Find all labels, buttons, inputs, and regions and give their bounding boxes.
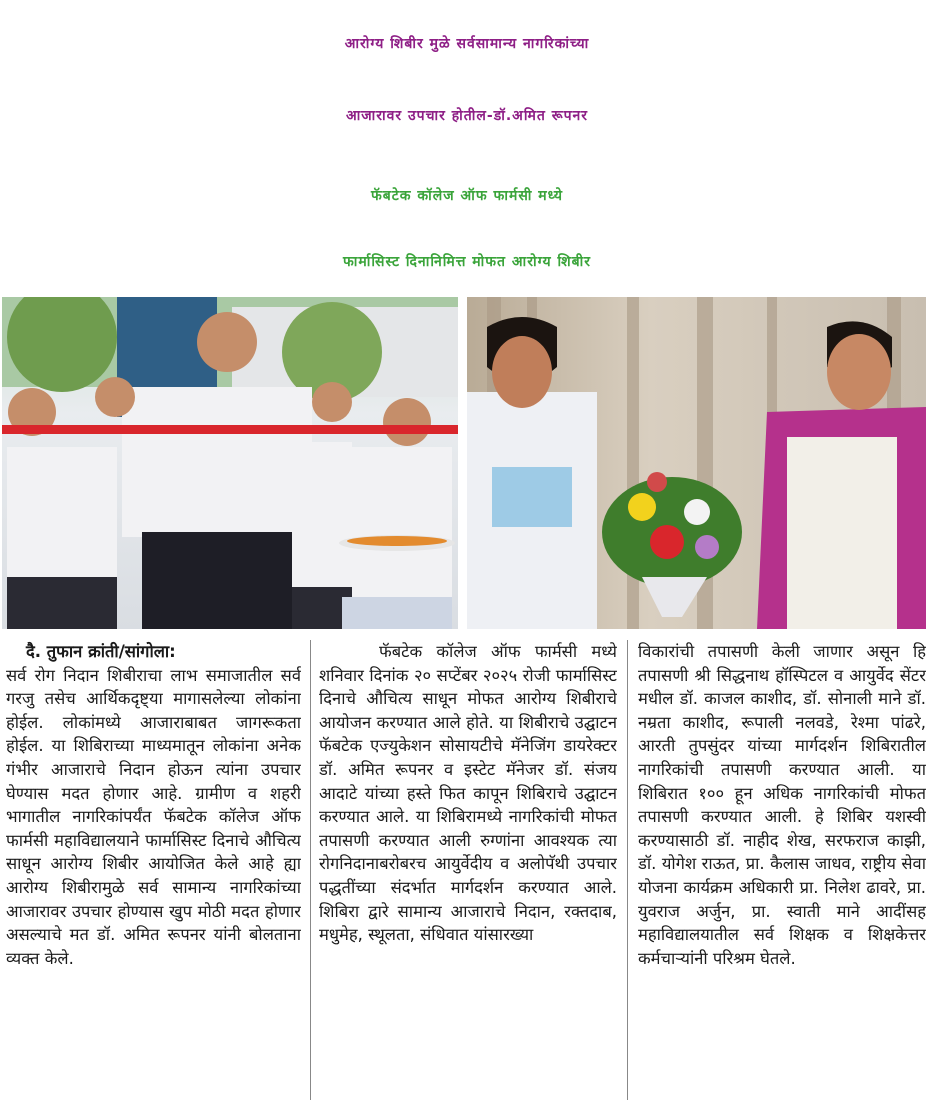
bouquet-presentation-illustration [467,297,926,629]
byline: दै. तुफान क्रांती/सांगोला: [26,642,176,661]
article-text-col2: फॅबटेक कॉलेज ऑफ फार्मसी मध्ये शनिवार दिनांक २० सप्टेंबर २०२५ रोजी फार्मासिस्ट दिनाचे औचित्य साधून मोफत आरोग्य शिबीराचे आयोजन करण्यात आले होते. या शिबीराचे उद्घाटन फॅबटेक एज्युकेशन सोसायटीचे मॅनेजिंग डायरेक्टर डॉ. अमित रूपनर व इस्टेट मॅनेजर डॉ. संजय आदाटे यांच्या हस्ते फित कापून शिबिराचे उद्घाटन करण्यात आले. या शिबिरामध्ये नागरिकांची मोफत तपासणी करण्यात आली रुग्णांना आवश्यक त्या रोगनिदानाबरोबरच आयुर्वेदीय व अलोपॅथी उपचार पद्धतींच्या संदर्भात मार्गदर्शन करण्यात आले. शिबिरा द्वारे सामान्य आजाराचे निदान, रक्तदाब, मधुमेह, स्थूलता, संधिवात यांसारख्या [319,642,617,945]
article-column-1 [6,640,301,1100]
ribbon-cutting-photo [2,297,458,629]
article-column-3 [638,640,926,1100]
subheadline-line-1: फॅबटेक कॉलेज ऑफ फार्मसी मध्ये [370,188,564,204]
article-column-2 [319,640,617,1100]
column-divider [627,640,628,1100]
headline-line-2: आजारावर उपचार होतील-डॉ.अमित रूपनर [345,108,589,124]
bouquet-presentation-photo [467,297,926,629]
subheadline-line-2: फार्मासिस्ट दिनानिमित्त मोफत आरोग्य शिबीर [342,254,591,270]
ribbon-cutting-illustration [2,297,458,629]
headline-line-1: आरोग्य शिबीर मुळे सर्वसामान्य नागरिकांच्या [344,36,590,52]
article-text-col3: विकारांची तपासणी केली जाणार असून हि तपासणी श्री सिद्धनाथ हॉस्पिटल व आयुर्वेद सेंटर मधील डॉ. काजल काशीद, डॉ. सोनाली माने डॉ. नम्रता काशीद, रूपाली नलवडे, रेश्मा पांढरे, आरती तुपसुंदर यांच्या मार्गदर्शन शिबिरातील नागरिकांची तपासणी करण्यात आली. या शिबिरात १०० हून अधिक नागरिकांची मोफत तपासणी करण्यात आली. हे शिबिर यशस्वी करण्यासाठी डॉ. नाहीद शेख, सरफराज काझी, डॉ. योगेश राऊत, प्रा. कैलास जाधव, राष्ट्रीय सेवा योजना कार्यक्रम अधिकारी प्रा. निलेश ढावरे, प्रा. युवराज अर्जुन, प्रा. स्वाती माने आदींसह महाविद्यालयातील सर्व शिक्षक व शिक्षकेत्तर कर्मचाऱ्यांनी परिश्रम घेतले. [638,642,926,968]
column-divider [310,640,311,1100]
article-text-col1: सर्व रोग निदान शिबीराचा लाभ समाजातील सर्व गरजु तसेच आर्थिकदृष्ट्या मागासलेल्या लोकांना होईल. लोकांमध्ये आजाराबाबत जागरूकता होईल. या शिबिराच्या माध्यमातून लोकांना अनेक गंभीर आजाराचे निदान होऊन त्यांना उपचार घेण्यास मदत होणार आहे. ग्रामीण व शहरी भागातील नागरिकांपर्यंत फॅबटेक कॉलेज ऑफ फार्मसी महाविद्यालयाने फार्मासिस्ट दिनाचे औचित्य साधून आरोग्य शिबीर आयोजित केले आहे ह्या आरोग्य शिबीरामुळे सर्व सामान्य नागरिकांच्या आजारावर उपचार होण्यास खुप मोठी मदत होणार असल्याचे मत डॉ. अमित रूपनर यांनी बोलताना व्यक्त केले. [6,665,301,968]
